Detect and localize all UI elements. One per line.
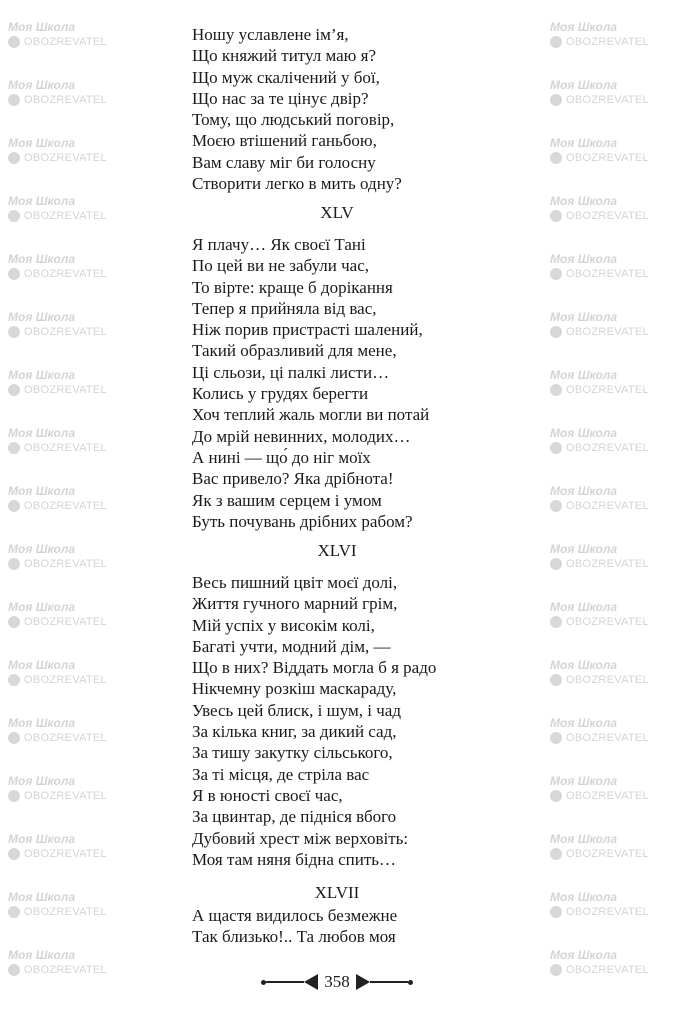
watermark — [8, 310, 118, 339]
poem-line: Життя гучного марний грім, — [192, 594, 398, 614]
poem-line: Багаті учти, модний дім, — — [192, 636, 391, 656]
poem-line: Ношу уславлене ім’я, — [192, 25, 349, 44]
watermark-school: Моя Школа — [550, 426, 618, 440]
watermark-school: Моя Школа — [8, 774, 76, 788]
poem-line: Хоч теплий жаль могли ви потай — [192, 405, 430, 425]
watermark — [8, 252, 118, 281]
watermark-school: Моя Школа — [8, 78, 76, 92]
watermark-brand: OBOZREVATEL — [24, 848, 107, 860]
watermark — [8, 600, 118, 629]
watermark — [550, 832, 660, 861]
watermark-brand: OBOZREVATEL — [24, 210, 107, 222]
watermark-school: Моя Школа — [550, 136, 618, 150]
watermark-school: Моя Школа — [550, 368, 618, 382]
watermark-brand: OBOZREVATEL — [24, 906, 107, 918]
watermark-brand: OBOZREVATEL — [24, 384, 107, 396]
watermark-brand: OBOZREVATEL — [24, 732, 107, 744]
ornament-left-icon — [261, 974, 318, 990]
poem-line: Дубовий хрест між верховіть: — [192, 828, 409, 848]
watermark-logo-icon — [550, 94, 562, 106]
watermark-logo-icon — [550, 790, 562, 802]
poem-line: По цей ви не забули час, — [192, 256, 370, 276]
watermark-brand: OBOZREVATEL — [566, 36, 649, 48]
poem-line: Увесь цей блиск, і шум, і чад — [192, 700, 401, 720]
poem-line: Ці сльози, ці палкі листи… — [192, 362, 390, 382]
watermark-brand: OBOZREVATEL — [566, 558, 649, 570]
watermark-school: Моя Школа — [550, 658, 618, 672]
watermark-brand: OBOZREVATEL — [24, 500, 107, 512]
watermark-school: Моя Школа — [550, 194, 618, 208]
watermark — [550, 426, 660, 455]
watermark-school: Моя Школа — [8, 890, 76, 904]
watermark-logo-icon — [8, 268, 20, 280]
section-heading-xlv: XLV — [320, 203, 354, 222]
watermark-logo-icon — [8, 500, 20, 512]
watermark — [550, 484, 660, 513]
section-heading-xlvi: XLVI — [317, 541, 357, 560]
watermark-brand: OBOZREVATEL — [566, 616, 649, 628]
poem-line: Тепер я прийняла від вас, — [192, 298, 377, 318]
watermark-logo-icon — [8, 94, 20, 106]
poem-line: Що в них? Віддать могла б я радо — [192, 658, 437, 678]
watermark-school: Моя Школа — [8, 310, 76, 324]
watermark — [8, 484, 118, 513]
poem-line: Такий образливий для мене, — [192, 341, 397, 361]
watermark-logo-icon — [550, 674, 562, 686]
poem-line: Що княжий титул маю я? — [192, 46, 376, 66]
poem-line: Вас привело? Яка дрібнота! — [192, 469, 394, 489]
watermark-brand: OBOZREVATEL — [566, 500, 649, 512]
watermark-logo-icon — [8, 906, 20, 918]
poem-line: Тому, що людський поговір, — [192, 110, 395, 130]
watermark-school: Моя Школа — [550, 542, 618, 556]
watermark-school: Моя Школа — [550, 774, 618, 788]
poem-line: Я плачу… Як своєї Тані — [192, 235, 366, 254]
watermark-logo-icon — [8, 616, 20, 628]
watermark-logo-icon — [8, 442, 20, 454]
watermark-brand: OBOZREVATEL — [24, 152, 107, 164]
watermark-brand: OBOZREVATEL — [24, 326, 107, 338]
watermark-logo-icon — [8, 790, 20, 802]
stanza-xlvii — [192, 905, 522, 948]
watermark-logo-icon — [550, 616, 562, 628]
watermark-brand: OBOZREVATEL — [24, 674, 107, 686]
watermark — [550, 20, 660, 49]
watermark-brand: OBOZREVATEL — [566, 906, 649, 918]
watermark-school: Моя Школа — [550, 716, 618, 730]
watermark-school: Моя Школа — [8, 600, 76, 614]
poem-line: Що нас за те цінує двір? — [192, 88, 369, 108]
watermark-brand: OBOZREVATEL — [566, 94, 649, 106]
watermark-brand: OBOZREVATEL — [24, 94, 107, 106]
watermark-brand: OBOZREVATEL — [566, 210, 649, 222]
watermark-brand: OBOZREVATEL — [566, 790, 649, 802]
watermark-brand: OBOZREVATEL — [566, 964, 649, 976]
poem-line: Моя там няня бідна спить… — [192, 849, 397, 869]
poem-line: Так близько!.. Та любов моя — [192, 927, 396, 947]
watermark-brand: OBOZREVATEL — [24, 36, 107, 48]
watermark-school: Моя Школа — [8, 716, 76, 730]
watermark-brand: OBOZREVATEL — [566, 442, 649, 454]
watermark-logo-icon — [8, 384, 20, 396]
watermark-school: Моя Школа — [8, 20, 76, 34]
watermark-logo-icon — [550, 500, 562, 512]
watermark-logo-icon — [550, 268, 562, 280]
watermark — [8, 832, 118, 861]
poem-line: Вам славу міг би голосну — [192, 152, 376, 172]
watermark-logo-icon — [550, 36, 562, 48]
watermark-logo-icon — [550, 442, 562, 454]
watermark-brand: OBOZREVATEL — [24, 442, 107, 454]
poem-line: Колись у грудях берегти — [192, 384, 369, 404]
watermark-school: Моя Школа — [8, 368, 76, 382]
watermark-logo-icon — [550, 384, 562, 396]
stanza-xlvi — [192, 572, 522, 870]
poem-line: Мій успіх у високім колі, — [192, 615, 375, 635]
watermark-school: Моя Школа — [8, 194, 76, 208]
watermark — [8, 426, 118, 455]
watermark-school: Моя Школа — [550, 600, 618, 614]
poem-line: Весь пишний цвіт моєї долі, — [192, 573, 398, 592]
watermark — [8, 136, 118, 165]
watermark — [550, 78, 660, 107]
watermark-logo-icon — [8, 732, 20, 744]
watermark — [8, 78, 118, 107]
watermark-school: Моя Школа — [550, 252, 618, 266]
watermark-logo-icon — [8, 674, 20, 686]
watermark-school: Моя Школа — [8, 252, 76, 266]
watermark — [550, 136, 660, 165]
watermark-brand: OBOZREVATEL — [24, 268, 107, 280]
watermark-school: Моя Школа — [8, 484, 76, 498]
poem-line: Створити легко в мить одну? — [192, 174, 402, 194]
section-heading-xlvii: XLVII — [314, 883, 360, 902]
watermark-brand: OBOZREVATEL — [566, 268, 649, 280]
watermark — [550, 600, 660, 629]
watermark-school: Моя Школа — [8, 832, 76, 846]
watermark-logo-icon — [550, 906, 562, 918]
poem-line: Буть почувань дрібних рабом? — [192, 511, 413, 531]
watermark — [550, 252, 660, 281]
watermark-logo-icon — [550, 732, 562, 744]
watermark-brand: OBOZREVATEL — [566, 152, 649, 164]
watermark-brand: OBOZREVATEL — [566, 674, 649, 686]
watermark-logo-icon — [550, 326, 562, 338]
watermark — [8, 368, 118, 397]
poem-line: Як з вашим серцем і умом — [192, 490, 382, 510]
poem-line: Ніж порив пристрасті шалений, — [192, 320, 423, 340]
watermark-school: Моя Школа — [8, 542, 76, 556]
watermark-brand: OBOZREVATEL — [24, 616, 107, 628]
watermark-school: Моя Школа — [8, 426, 76, 440]
poem-line: До мрій невинних, молодих… — [192, 426, 411, 446]
watermark-school: Моя Школа — [550, 890, 618, 904]
watermark-brand: OBOZREVATEL — [566, 848, 649, 860]
poem-line: Моєю втішений ганьбою, — [192, 131, 377, 151]
watermark-brand: OBOZREVATEL — [24, 964, 107, 976]
watermark-brand: OBOZREVATEL — [566, 384, 649, 396]
poem-line: А щастя видилось безмежне — [192, 906, 398, 925]
watermark-school: Моя Школа — [550, 832, 618, 846]
watermark-logo-icon — [8, 848, 20, 860]
watermark-school: Моя Школа — [550, 310, 618, 324]
page-number: 358 — [324, 972, 350, 991]
poem-line: Я в юності своєї час, — [192, 785, 343, 805]
watermark-school: Моя Школа — [8, 658, 76, 672]
poem-line: Нікчемну розкіш маскараду, — [192, 679, 397, 699]
poem-line: За тишу закутку сільського, — [192, 743, 393, 763]
page-footer — [0, 972, 674, 992]
watermark — [8, 716, 118, 745]
poem-line: За ті місця, де стріла вас — [192, 764, 370, 784]
watermark — [8, 774, 118, 803]
watermark-school: Моя Школа — [8, 948, 76, 962]
watermark-school: Моя Школа — [8, 136, 76, 150]
poem-line: То вірте: краще б дорікання — [192, 277, 393, 297]
stanza-top — [192, 24, 522, 194]
watermark-brand: OBOZREVATEL — [24, 790, 107, 802]
poem-line: За цвинтар, де підніся вбого — [192, 807, 397, 827]
poem-line: За кілька книг, за дикий сад, — [192, 722, 397, 742]
watermark — [550, 774, 660, 803]
watermark — [550, 658, 660, 687]
watermark-logo-icon — [8, 152, 20, 164]
watermark-logo-icon — [550, 848, 562, 860]
ornament-right-icon — [356, 974, 413, 990]
watermark-school: Моя Школа — [550, 20, 618, 34]
watermark-school: Моя Школа — [550, 484, 618, 498]
watermark — [8, 20, 118, 49]
poem-line: Що муж скалічений у бої, — [192, 67, 380, 87]
watermark-logo-icon — [550, 152, 562, 164]
watermark-brand: OBOZREVATEL — [566, 732, 649, 744]
watermark-logo-icon — [8, 36, 20, 48]
poem-line: А нині — що́ до ніг моїх — [192, 447, 371, 467]
watermark-school: Моя Школа — [550, 78, 618, 92]
stanza-xlv — [192, 234, 522, 532]
watermark-logo-icon — [8, 326, 20, 338]
watermark-school: Моя Школа — [550, 948, 618, 962]
watermark — [550, 310, 660, 339]
watermark — [550, 716, 660, 745]
watermark — [8, 658, 118, 687]
watermark-brand: OBOZREVATEL — [24, 558, 107, 570]
watermark-brand: OBOZREVATEL — [566, 326, 649, 338]
watermark — [550, 368, 660, 397]
